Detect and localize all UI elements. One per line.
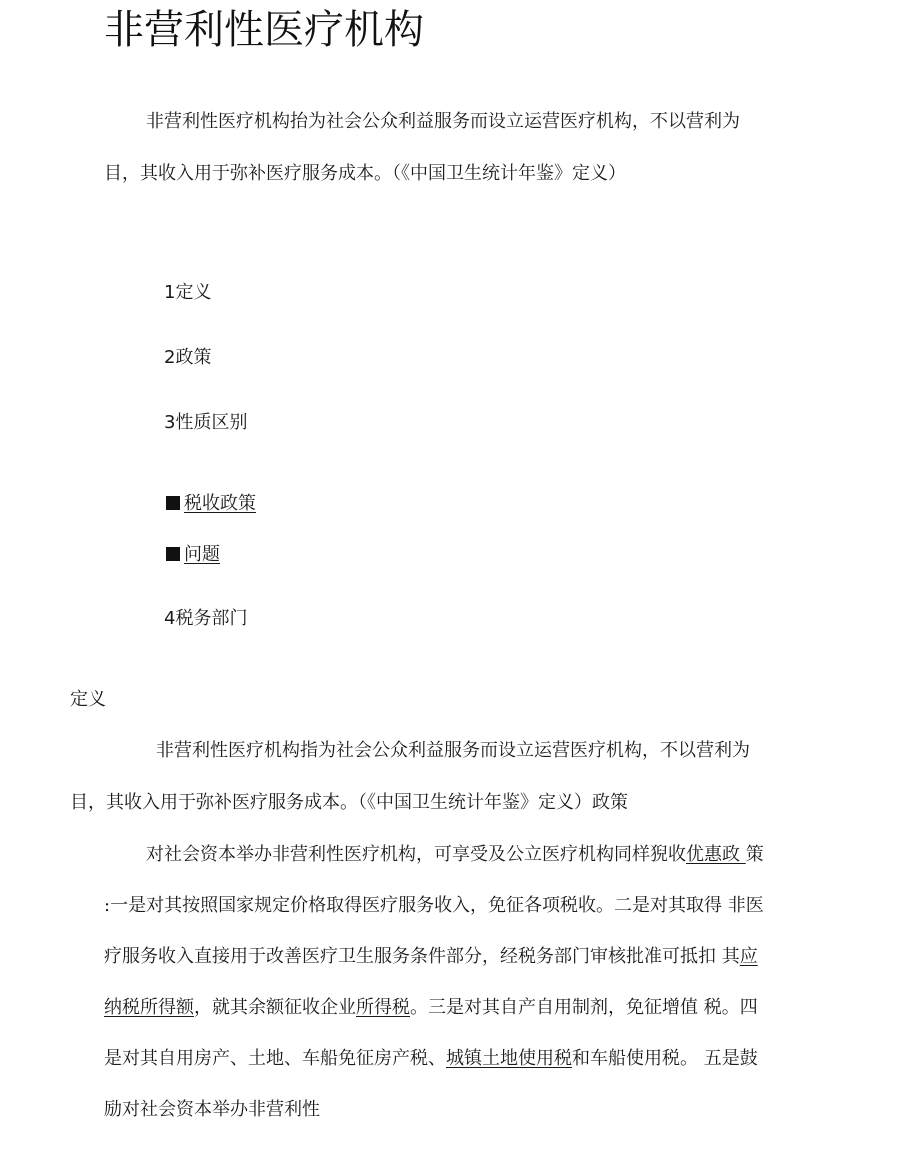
square-bullet-icon: [166, 496, 180, 510]
policy-line-5: [104, 1047, 758, 1071]
toc-sublink[interactable]: 税收政策: [184, 493, 256, 514]
toc-label: 政策: [175, 347, 212, 368]
toc-label: 性质区别: [175, 412, 248, 433]
policy-line-2: :一是对其按照国家规定价格取得医疗服务收入，免征各项税收。二是对其取得 非医: [104, 895, 764, 916]
policy-line-3: [104, 945, 758, 969]
policy-text: 。三是对其自产自用制剂，免征增值 税。四: [410, 997, 758, 1018]
policy-text: 和车船使用税。 五是鼓: [572, 1048, 758, 1069]
policy-text: 策: [745, 844, 764, 865]
toc-item-tax-department[interactable]: [164, 607, 247, 631]
definition-line-1: 非营利性医疗机构指为社会公众利益服务而设立运营医疗机构，不以营利为: [156, 740, 750, 761]
page-title: 非营利性医疗机构: [104, 7, 424, 53]
toc-number: 4: [164, 608, 176, 629]
definition-line-2: 目，其收入用于弥补医疗服务成本。（《中国卫生统计年鉴》定义）政策: [70, 792, 628, 813]
toc-number: 1: [164, 282, 176, 303]
policy-text: 对社会资本举办非营利性医疗机构，可享受及公立医疗机构同样猊收: [146, 844, 686, 865]
toc-item-policy[interactable]: [164, 346, 211, 370]
taxable-income-link-start[interactable]: 应: [739, 946, 758, 967]
toc-sublink[interactable]: 问题: [184, 544, 220, 565]
policy-line-4: [104, 996, 758, 1020]
square-bullet-icon: [166, 547, 180, 561]
intro-line-1: 非营利性医疗机构抬为社会公众利益服务而设立运营医疗机构，不以营利为: [146, 111, 740, 132]
toc-subitem-tax-policy[interactable]: [166, 492, 256, 516]
income-tax-link[interactable]: 所得税: [356, 997, 410, 1018]
policy-text: 是对其自用房产、土地、车船免征房产税、: [104, 1048, 446, 1069]
toc-item-nature-difference[interactable]: [164, 411, 247, 435]
toc-item-definition[interactable]: [164, 281, 211, 305]
toc-label: 税务部门: [175, 608, 248, 629]
policy-text: 疗服务收入直接用于改善医疗卫生服务条件部分，经税务部门审核批准可抵扣 其: [104, 946, 740, 967]
preferential-policy-link[interactable]: 优惠政: [686, 844, 746, 865]
toc-subitem-issues[interactable]: [166, 543, 220, 567]
toc-number: 3: [164, 412, 176, 433]
intro-line-2: 目，其收入用于弥补医疗服务成本。（《中国卫生统计年鉴》定义）: [104, 163, 626, 184]
urban-land-use-tax-link[interactable]: 城镇土地使用税: [446, 1048, 572, 1069]
toc-label: 定义: [175, 282, 212, 303]
policy-text: ，就其余额征收企业: [194, 997, 356, 1018]
toc-number: 2: [164, 347, 176, 368]
taxable-income-link[interactable]: 纳税所得额: [104, 997, 194, 1018]
section-heading-definition: 定义: [70, 689, 106, 710]
policy-line-1: [146, 843, 824, 867]
policy-line-6: 励对社会资本举办非营利性: [104, 1099, 320, 1120]
